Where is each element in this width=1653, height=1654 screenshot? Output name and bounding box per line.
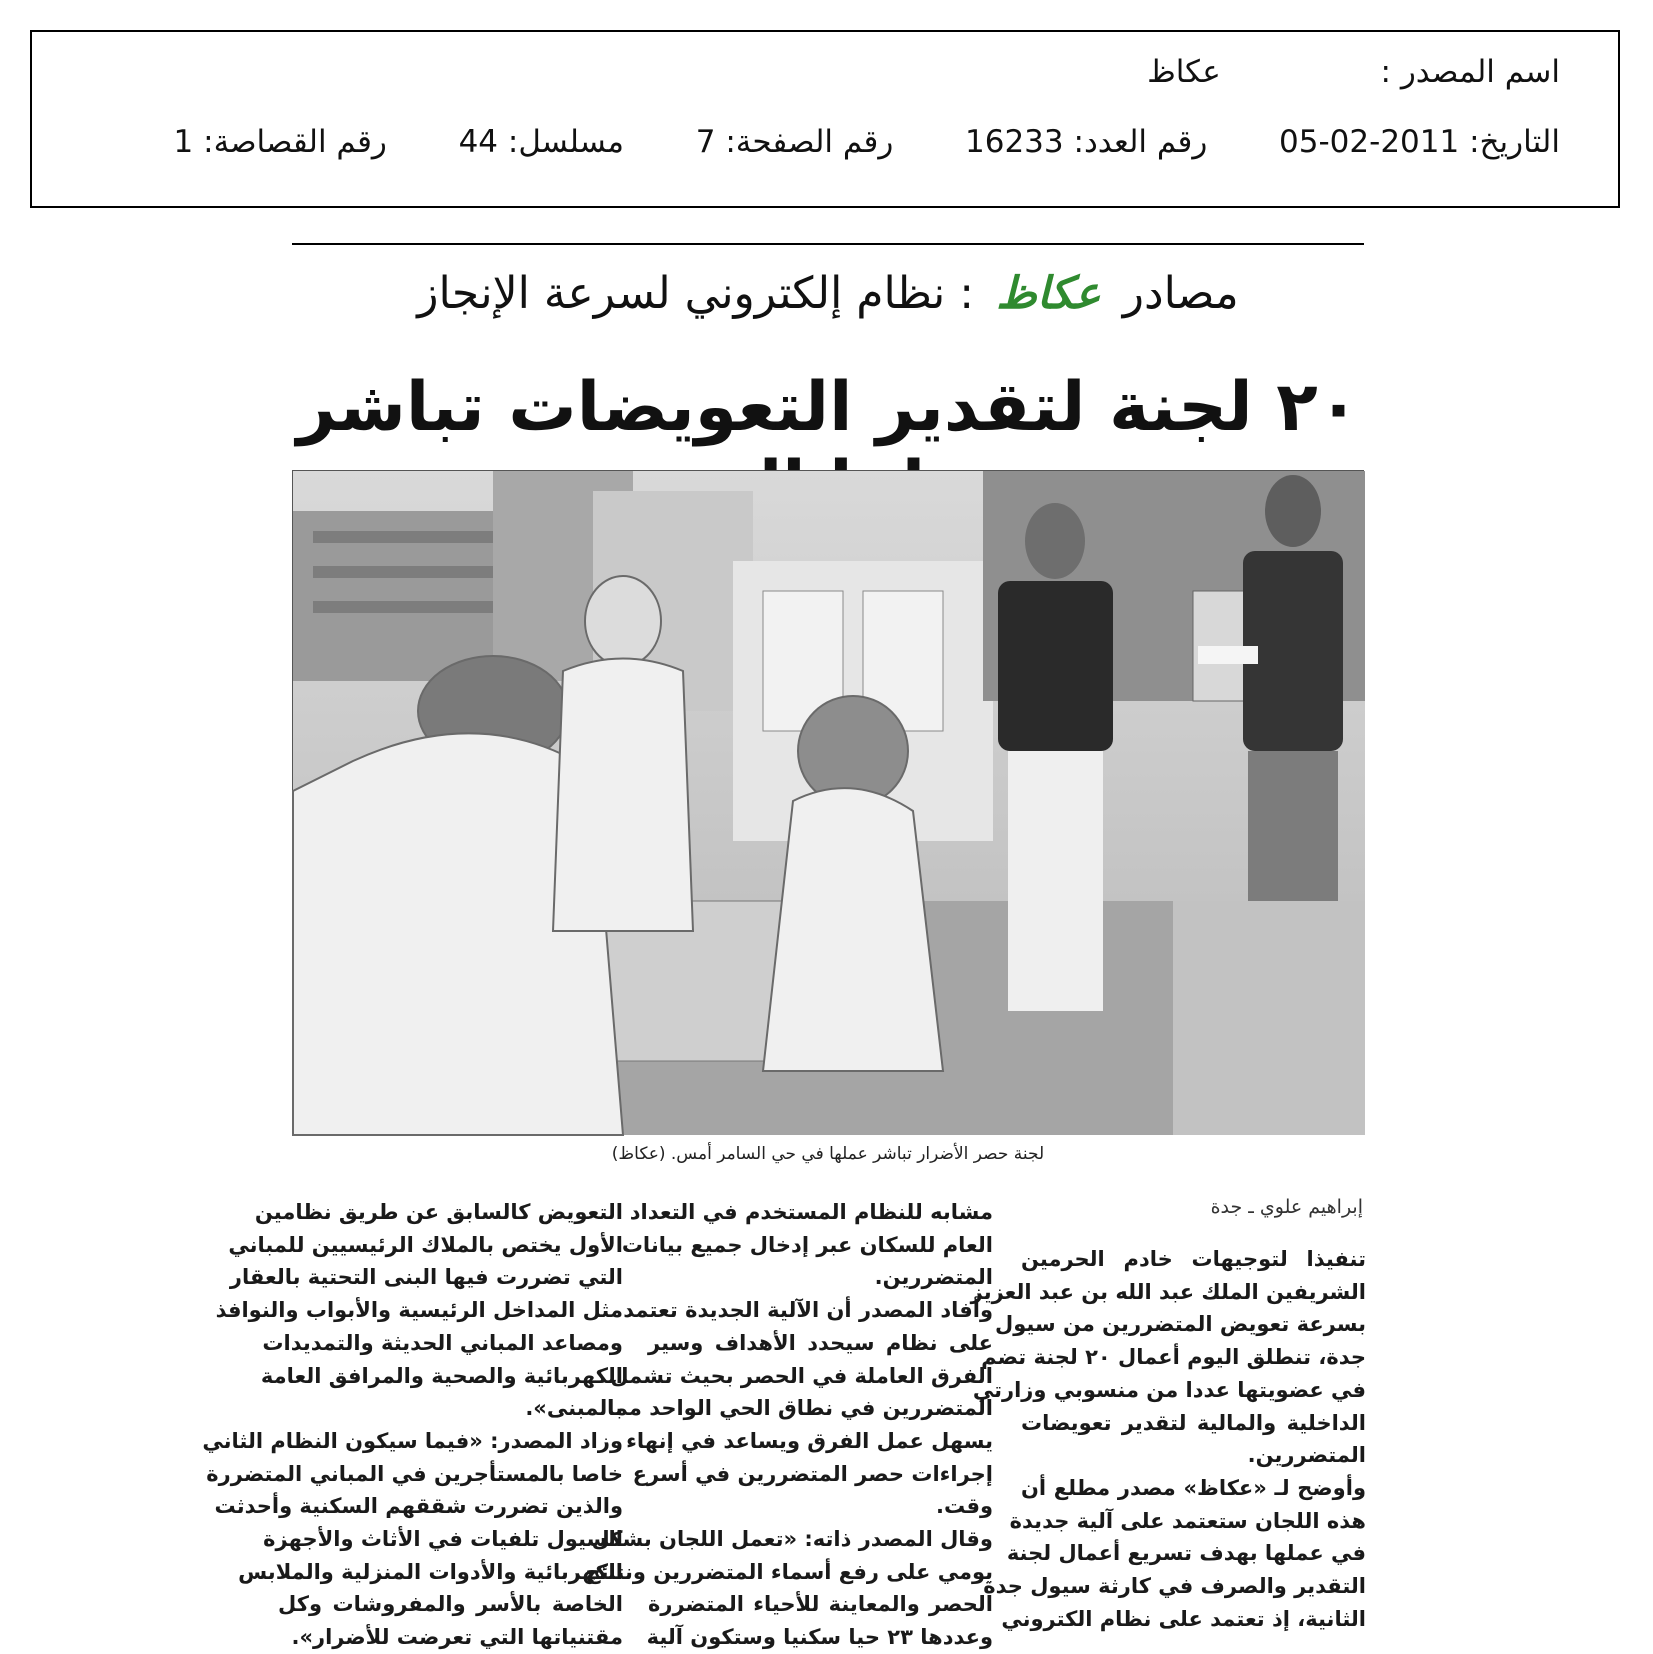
article-line: الحصر والمعاينة للأحياء المتضررة [648,1592,993,1617]
article-column-3 [202,1196,623,1654]
article-line: وعددها ٢٣ حيا سكنيا وستكون آلية [646,1625,993,1650]
article-line: وقت. [935,1494,993,1519]
source-value: عكاظ [1147,54,1221,90]
kicker [292,268,1364,319]
article-column-1 [970,1243,1366,1635]
article-line: ومصاعد المباني الحديثة والتمديدات [262,1330,623,1355]
article-line: مثل المداخل الرئيسية والأبواب والنوافذ [215,1298,623,1323]
article-line: وقال المصدر ذاته: «تعمل اللجان بشكل [591,1527,993,1552]
serial-label: مسلسل: [507,124,624,160]
article-line: يسهل عمل الفرق ويساعد في إنهاء [626,1428,993,1453]
article-line: يومي على رفع أسماء المتضررين ونتائج [585,1559,993,1584]
page-label: رقم الصفحة: [725,124,894,160]
photo-illustration [293,471,1365,1135]
article-line: مقتنياتها التي تعرضت للأضرار». [291,1625,623,1650]
article-line: الثانية، إذ تعتمد على نظام الكتروني [1001,1606,1366,1631]
article-line: المتضررين. [1247,1443,1366,1468]
kicker-suffix: : نظام إلكتروني لسرعة الإنجاز [417,268,975,319]
article-line: المتضررين في نطاق الحي الواحد مما [606,1396,993,1421]
article-line: الخاصة بالأسر والمفروشات وكل [278,1592,623,1617]
article-line: إجراءات حصر المتضررين في أسرع [632,1461,993,1486]
article-line: تنفيذا لتوجيهات خادم الحرمين [1021,1247,1366,1271]
article-line: مشابه للنظام المستخدم في التعداد [629,1200,993,1224]
article-line: الشريفين الملك عبد الله بن عبد العزيز [970,1279,1366,1304]
headline: ٢٠ لجنة لتقدير التعويضات تباشر [296,368,1360,447]
source-line [1147,54,1560,90]
article-line: التي تضررت فيها البنى التحتية بالعقار [229,1265,623,1290]
serial-value: 44 [458,124,499,160]
article-line: السيول تلفيات في الأثاث والأجهزة [263,1527,623,1552]
article-column-2 [585,1196,993,1654]
article-line: في عملها بهدف تسريع أعمال لجنة [1006,1541,1366,1566]
byline: إبراهيم علوي ـ جدة [1210,1196,1363,1218]
article-line: هذه اللجان ستعتمد على آلية جديدة [1009,1508,1366,1533]
clipping-metadata-box [30,30,1620,208]
article-line: الكهربائية والصحية والمرافق العامة [260,1363,623,1388]
clip-label: رقم القصاصة: [203,124,387,160]
news-photo [292,470,1364,1134]
source-label: اسم المصدر : [1380,54,1560,90]
issue-label: رقم العدد: [1073,124,1208,160]
top-rule [292,243,1364,245]
kicker-prefix: مصادر [1122,268,1239,319]
article-line: بالمبنى». [525,1396,623,1421]
article-line: الكهربائية والأدوات المنزلية والملابس [238,1559,623,1584]
article-line: المتضررين. [874,1265,993,1290]
article-line: بسرعة تعويض المتضررين من سيول [995,1312,1366,1337]
article-line: وزاد المصدر: «فيما سيكون النظام الثاني [202,1428,623,1453]
article-line: وأوضح لـ «عكاظ» مصدر مطلع أن [1021,1475,1366,1500]
article-line: العام للسكان عبر إدخال جميع بيانات [621,1232,993,1257]
article-line: وأفاد المصدر أن الآلية الجديدة تعتمد [623,1298,993,1323]
article-line: جدة، تنطلق اليوم أعمال ٢٠ لجنة تضم [981,1345,1366,1370]
article-line: الفرق العاملة في الحصر بحيث تشمل [610,1363,993,1388]
clip-value: 1 [173,124,194,160]
page-value: 7 [695,124,716,160]
details-line [174,124,1560,160]
article-line: والذين تضررت شققهم السكنية وأحدثت [214,1494,623,1519]
article-line: على نظام سيحدد الأهداف وسير [648,1330,993,1355]
newspaper-logo: عكاظ [996,268,1101,319]
article-line: التعويض كالسابق عن طريق نظامين [254,1200,623,1224]
article-line: التقدير والصرف في كارثة سيول جدة [983,1574,1366,1599]
article-line: الأول يختص بالملاك الرئيسيين للمباني [228,1232,623,1257]
date-value: 2011-02-05 [1279,124,1460,160]
issue-value: 16233 [965,124,1064,160]
article-line: الداخلية والمالية لتقدير تعويضات [1021,1410,1366,1435]
article-line: في عضويتها عددا من منسوبي وزارتي [972,1377,1366,1402]
date-label: التاريخ: [1469,124,1560,160]
article-line: خاصا بالمستأجرين في المباني المتضررة [206,1461,623,1486]
photo-caption: لجنة حصر الأضرار تباشر عملها في حي السامر أمس. (عكاظ) [611,1144,1045,1164]
